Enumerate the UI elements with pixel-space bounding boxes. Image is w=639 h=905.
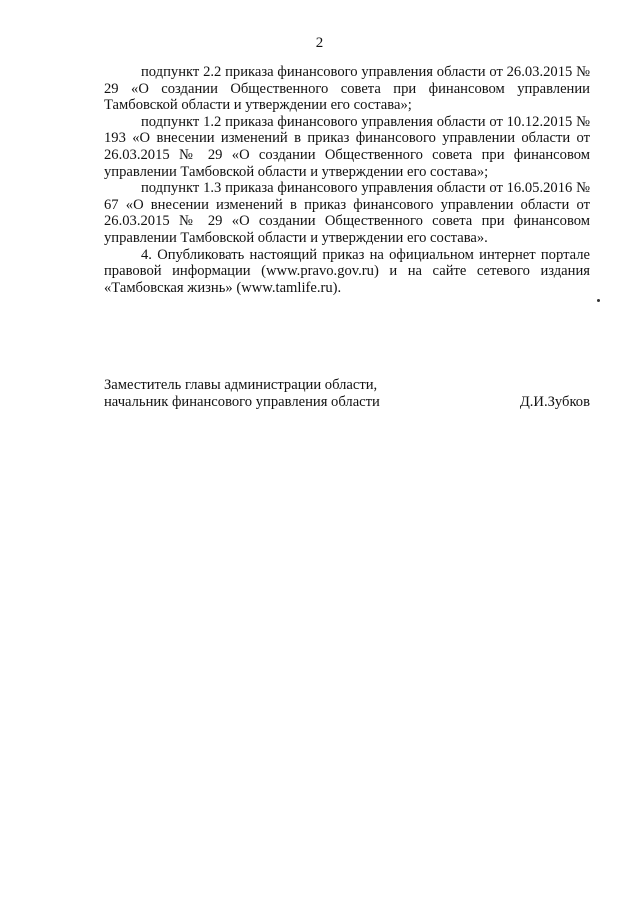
paragraph-subpoint-1-2: подпункт 1.2 приказа финансового управления области от 10.12.2015 № 193 «О внесении изменений в приказ финансового управлении области от 26.03.2015 № 29 «О создании Общественного совета при финансовом управлении Тамбовской области и утверждении его состава»; <box>104 113 590 180</box>
paragraph-subpoint-2-2: подпункт 2.2 приказа финансового управления области от 26.03.2015 № 29 «О создании Общественного совета при финансовом управлении Тамбовской области и утверждении его состава»; <box>104 64 590 114</box>
signer-position-line2: начальник финансового управления области <box>104 393 380 410</box>
page-number: 2 <box>315 35 324 51</box>
paragraph-item-4-publish: 4. Опубликовать настоящий приказ на официальном интернет портале правовой информации (www.pravo.gov.ru) и на сайте сетевого издания «Тамбовская жизнь» (www.tamlife.ru). <box>104 246 590 296</box>
scan-artifact-dot <box>597 299 600 302</box>
signer-name: Д.И.Зубков <box>519 393 590 410</box>
paragraph-subpoint-1-3: подпункт 1.3 приказа финансового управления области от 16.05.2016 № 67 «О внесении изменений в приказ финансового управлении области от 26.03.2015 № 29 «О создании Общественного совета при финансовом управлении Тамбовской области и утверждении его состава». <box>104 180 590 246</box>
signer-position-line1: Заместитель главы администрации области, <box>104 377 378 393</box>
signature-block <box>104 377 590 410</box>
document-body <box>104 64 590 296</box>
